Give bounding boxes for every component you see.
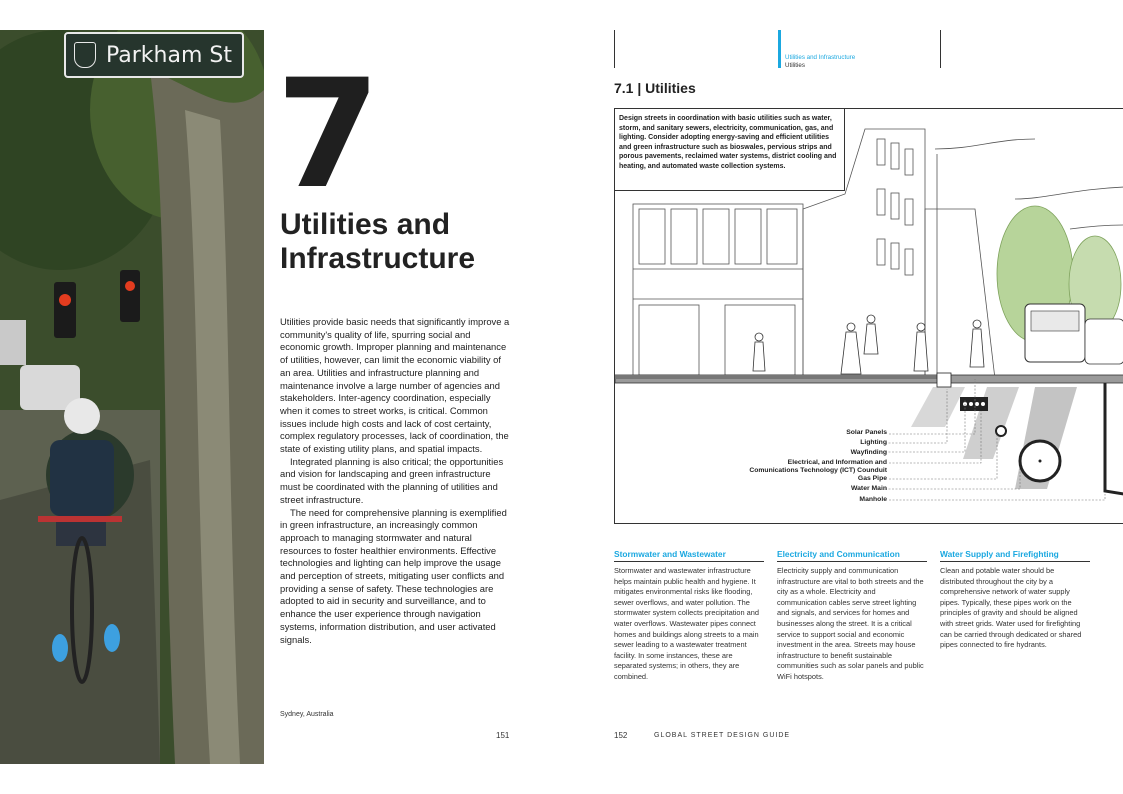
book-title: GLOBAL STREET DESIGN GUIDE <box>654 732 791 739</box>
column-rule <box>940 561 1090 562</box>
label-lighting: Lighting <box>860 439 887 446</box>
section-title: 7.1 | Utilities <box>614 80 696 96</box>
running-header-accent <box>778 30 781 68</box>
running-header-subsection: Utilities <box>785 62 805 69</box>
chapter-intro <box>280 316 512 646</box>
label-water-main: Water Main <box>850 485 887 492</box>
right-page <box>564 0 1123 794</box>
running-header-section: Utilities and Infrastructure <box>785 54 856 61</box>
left-page <box>264 0 564 794</box>
chapter-title: Utilities and Infrastructure <box>280 208 476 275</box>
column-heading-stormwater: Stormwater and Wastewater <box>614 549 726 559</box>
column-text: Electricity supply and communication infrastructure are vital to both streets and the city as a whole. Electricity and communication cables serve street lighting and signals, and services for homes and businesses along the street. It is a critical service to support social and economic investment in the area. Streets may house infrastructure to benefit sustainable communities such as solar panels and public WiFi hotspots. <box>777 566 924 681</box>
column-heading-electricity: Electricity and Communication <box>777 549 900 559</box>
column-heading-water-supply: Water Supply and Firefighting <box>940 549 1059 559</box>
column-body-stormwater <box>614 566 764 683</box>
page-number-left: 151 <box>496 731 510 740</box>
header-rule <box>614 30 615 68</box>
utilities-street-section-figure <box>614 108 1123 524</box>
street-scene-illustration <box>0 30 264 764</box>
label-manhole: Manhole <box>859 496 887 503</box>
column-body-electricity <box>777 566 927 683</box>
figure-callout: Design streets in coordination with basic utilities such as water, storm, and sanitary sewers, electricity, communication, gas, and lighting. Consider adopting energy-saving and efficient utilities and green infrastructure such as bioswales, pervious strips and porous pavements, reclaimed water systems, district cooling and heating, and automated waste collection systems. <box>615 109 845 191</box>
chapter-number: 7 <box>276 48 375 222</box>
label-gas-pipe: Gas Pipe <box>857 475 887 482</box>
intro-paragraph: Integrated planning is also critical; the opportunities and vision for landscaping and green infrastructure must be coordinated with the planning of utilities and street infrastructure. <box>280 455 504 505</box>
label-solar-panels: Solar Panels <box>846 429 887 436</box>
cyclist-street-photo <box>0 30 264 764</box>
column-rule <box>777 561 927 562</box>
crest-icon <box>74 42 96 68</box>
column-text: Clean and potable water should be distributed throughout the city by a comprehensive network of water supply pipes. Typically, these pipes work on the principles of gravity and should be aligned with street grids. Water used for firefighting can be carried through dedicated or shared pipes connected to fire hydrants. <box>940 566 1082 650</box>
intro-paragraph: Utilities provide basic needs that significantly improve a community's quality of life, spurring social and economic growth. Improper planning and maintenance of utilities, however, can limit the economic viability of an area. Utilities and infrastructure planning and maintenance involve a large number of agencies and stakeholders. Inter-agency coordination, especially when it comes to street works, is critical. Common issues include high costs and lack of cost certainty, complex regulatory processes, lack of coordination, the state of existing utility plans, and spatial impacts. <box>280 316 510 455</box>
label-ict-conduit: Electrical, and Information and Comunications Technology (ICT) Counduit <box>749 459 887 474</box>
page-number-right: 152 <box>614 731 628 740</box>
label-wayfinding: Wayfinding <box>850 449 887 456</box>
column-body-water-supply <box>940 566 1090 651</box>
photo-caption: Sydney, Australia <box>280 711 334 718</box>
street-sign <box>64 32 244 78</box>
column-rule <box>614 561 764 562</box>
column-text: Stormwater and wastewater infrastructure helps maintain public health and hygiene. It mitigates environmental risks like flooding, sewer overflows, and water pollution. The stormwater system collects precipitation and water overflows. Wastewater pipes connect homes and buildings along streets to a main sewer leading to a wastewater treatment facility. In some instances, these are separated systems; in others, they are combined. <box>614 566 759 681</box>
street-sign-text: Parkham St <box>106 42 232 68</box>
intro-paragraph: The need for comprehensive planning is exemplified in green infrastructure, an increasingly common approach to managing stormwater and natural resources to foster healthier environments. Effective technologies and lighting can help improve the usage and perception of streets, mitigating user conflicts and providing a sense of safety. These technologies are adopted to aid in security and surveillance, and to enhance the user experience through navigation systems, information distribution, and user activated signals. <box>280 506 507 645</box>
header-rule <box>940 30 941 68</box>
